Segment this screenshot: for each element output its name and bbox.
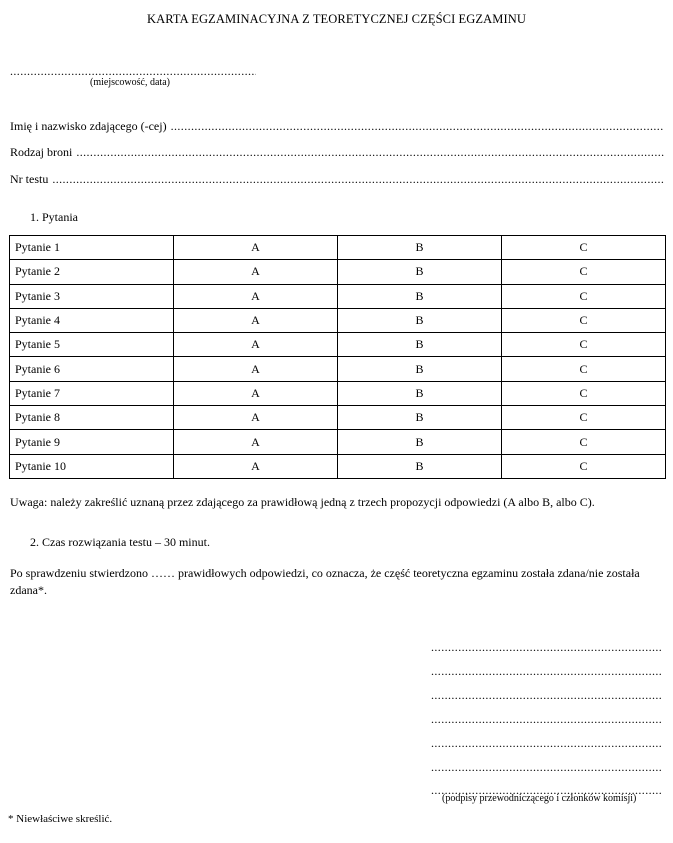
option-c[interactable]: C bbox=[502, 236, 666, 260]
option-c[interactable]: C bbox=[502, 430, 666, 454]
table-row bbox=[10, 357, 666, 381]
option-b[interactable]: B bbox=[338, 308, 502, 332]
answers-table bbox=[9, 235, 666, 479]
option-b[interactable]: B bbox=[338, 284, 502, 308]
table-row bbox=[10, 260, 666, 284]
option-a[interactable]: A bbox=[174, 284, 338, 308]
section-time-heading: 2. Czas rozwiązania testu – 30 minut. bbox=[30, 535, 210, 549]
table-row bbox=[10, 406, 666, 430]
question-label: Pytanie 9 bbox=[10, 430, 174, 454]
option-a[interactable]: A bbox=[174, 430, 338, 454]
weapon-field-row bbox=[10, 145, 664, 161]
option-a[interactable]: A bbox=[174, 406, 338, 430]
test-number-field-row bbox=[10, 172, 664, 188]
place-date-caption: (miejscowość, data) bbox=[90, 77, 170, 88]
weapon-input-line[interactable] bbox=[76, 145, 664, 161]
test-number-input-line[interactable] bbox=[52, 172, 664, 188]
option-b[interactable]: B bbox=[338, 333, 502, 357]
option-b[interactable]: B bbox=[338, 260, 502, 284]
option-c[interactable]: C bbox=[502, 260, 666, 284]
option-c[interactable]: C bbox=[502, 333, 666, 357]
name-input-line[interactable] bbox=[171, 119, 664, 135]
question-label: Pytanie 4 bbox=[10, 308, 174, 332]
name-label: Imię i nazwisko zdającego (-cej) bbox=[10, 119, 167, 133]
question-label: Pytanie 3 bbox=[10, 284, 174, 308]
signature-line[interactable] bbox=[431, 760, 663, 774]
option-c[interactable]: C bbox=[502, 381, 666, 405]
option-b[interactable]: B bbox=[338, 430, 502, 454]
name-field-row bbox=[10, 119, 664, 135]
option-c[interactable]: C bbox=[502, 454, 666, 478]
option-b[interactable]: B bbox=[338, 236, 502, 260]
option-b[interactable]: B bbox=[338, 381, 502, 405]
table-row bbox=[10, 236, 666, 260]
option-a[interactable]: A bbox=[174, 308, 338, 332]
signature-line[interactable] bbox=[431, 664, 663, 678]
option-a[interactable]: A bbox=[174, 454, 338, 478]
verification-statement: Po sprawdzeniu stwierdzono …… prawidłowych odpowiedzi, co oznacza, że część teoretyczna egzaminu została zdana/nie została zdana*. bbox=[10, 566, 640, 597]
answer-instruction-note: Uwaga: należy zakreślić uznaną przez zdającego za prawidłową jedną z trzech propozycji odpowiedzi (A albo B, albo C). bbox=[10, 495, 595, 509]
question-label: Pytanie 6 bbox=[10, 357, 174, 381]
option-c[interactable]: C bbox=[502, 357, 666, 381]
question-label: Pytanie 2 bbox=[10, 260, 174, 284]
option-a[interactable]: A bbox=[174, 236, 338, 260]
option-b[interactable]: B bbox=[338, 406, 502, 430]
option-c[interactable]: C bbox=[502, 308, 666, 332]
page-title: KARTA EGZAMINACYJNA Z TEORETYCZNEJ CZĘŚCI EGZAMINU bbox=[146, 12, 527, 26]
question-label: Pytanie 5 bbox=[10, 333, 174, 357]
signatures-caption: (podpisy przewodniczącego i członków komisji) bbox=[442, 793, 637, 804]
option-b[interactable]: B bbox=[338, 454, 502, 478]
table-row bbox=[10, 308, 666, 332]
signature-line[interactable] bbox=[431, 688, 663, 702]
question-label: Pytanie 1 bbox=[10, 236, 174, 260]
table-row bbox=[10, 454, 666, 478]
question-label: Pytanie 10 bbox=[10, 454, 174, 478]
table-row bbox=[10, 284, 666, 308]
option-b[interactable]: B bbox=[338, 357, 502, 381]
option-c[interactable]: C bbox=[502, 284, 666, 308]
signature-line[interactable] bbox=[431, 640, 663, 654]
table-row bbox=[10, 430, 666, 454]
signature-line[interactable] bbox=[431, 736, 663, 750]
table-row bbox=[10, 333, 666, 357]
question-label: Pytanie 8 bbox=[10, 406, 174, 430]
option-a[interactable]: A bbox=[174, 260, 338, 284]
signature-line[interactable] bbox=[431, 712, 663, 726]
question-label: Pytanie 7 bbox=[10, 381, 174, 405]
option-a[interactable]: A bbox=[174, 333, 338, 357]
table-row bbox=[10, 381, 666, 405]
option-a[interactable]: A bbox=[174, 357, 338, 381]
option-a[interactable]: A bbox=[174, 381, 338, 405]
weapon-label: Rodzaj broni bbox=[10, 145, 73, 159]
section-questions-heading: 1. Pytania bbox=[30, 210, 78, 224]
option-c[interactable]: C bbox=[502, 406, 666, 430]
test-number-label: Nr testu bbox=[10, 172, 49, 186]
footnote: * Niewłaściwe skreślić. bbox=[8, 813, 113, 825]
